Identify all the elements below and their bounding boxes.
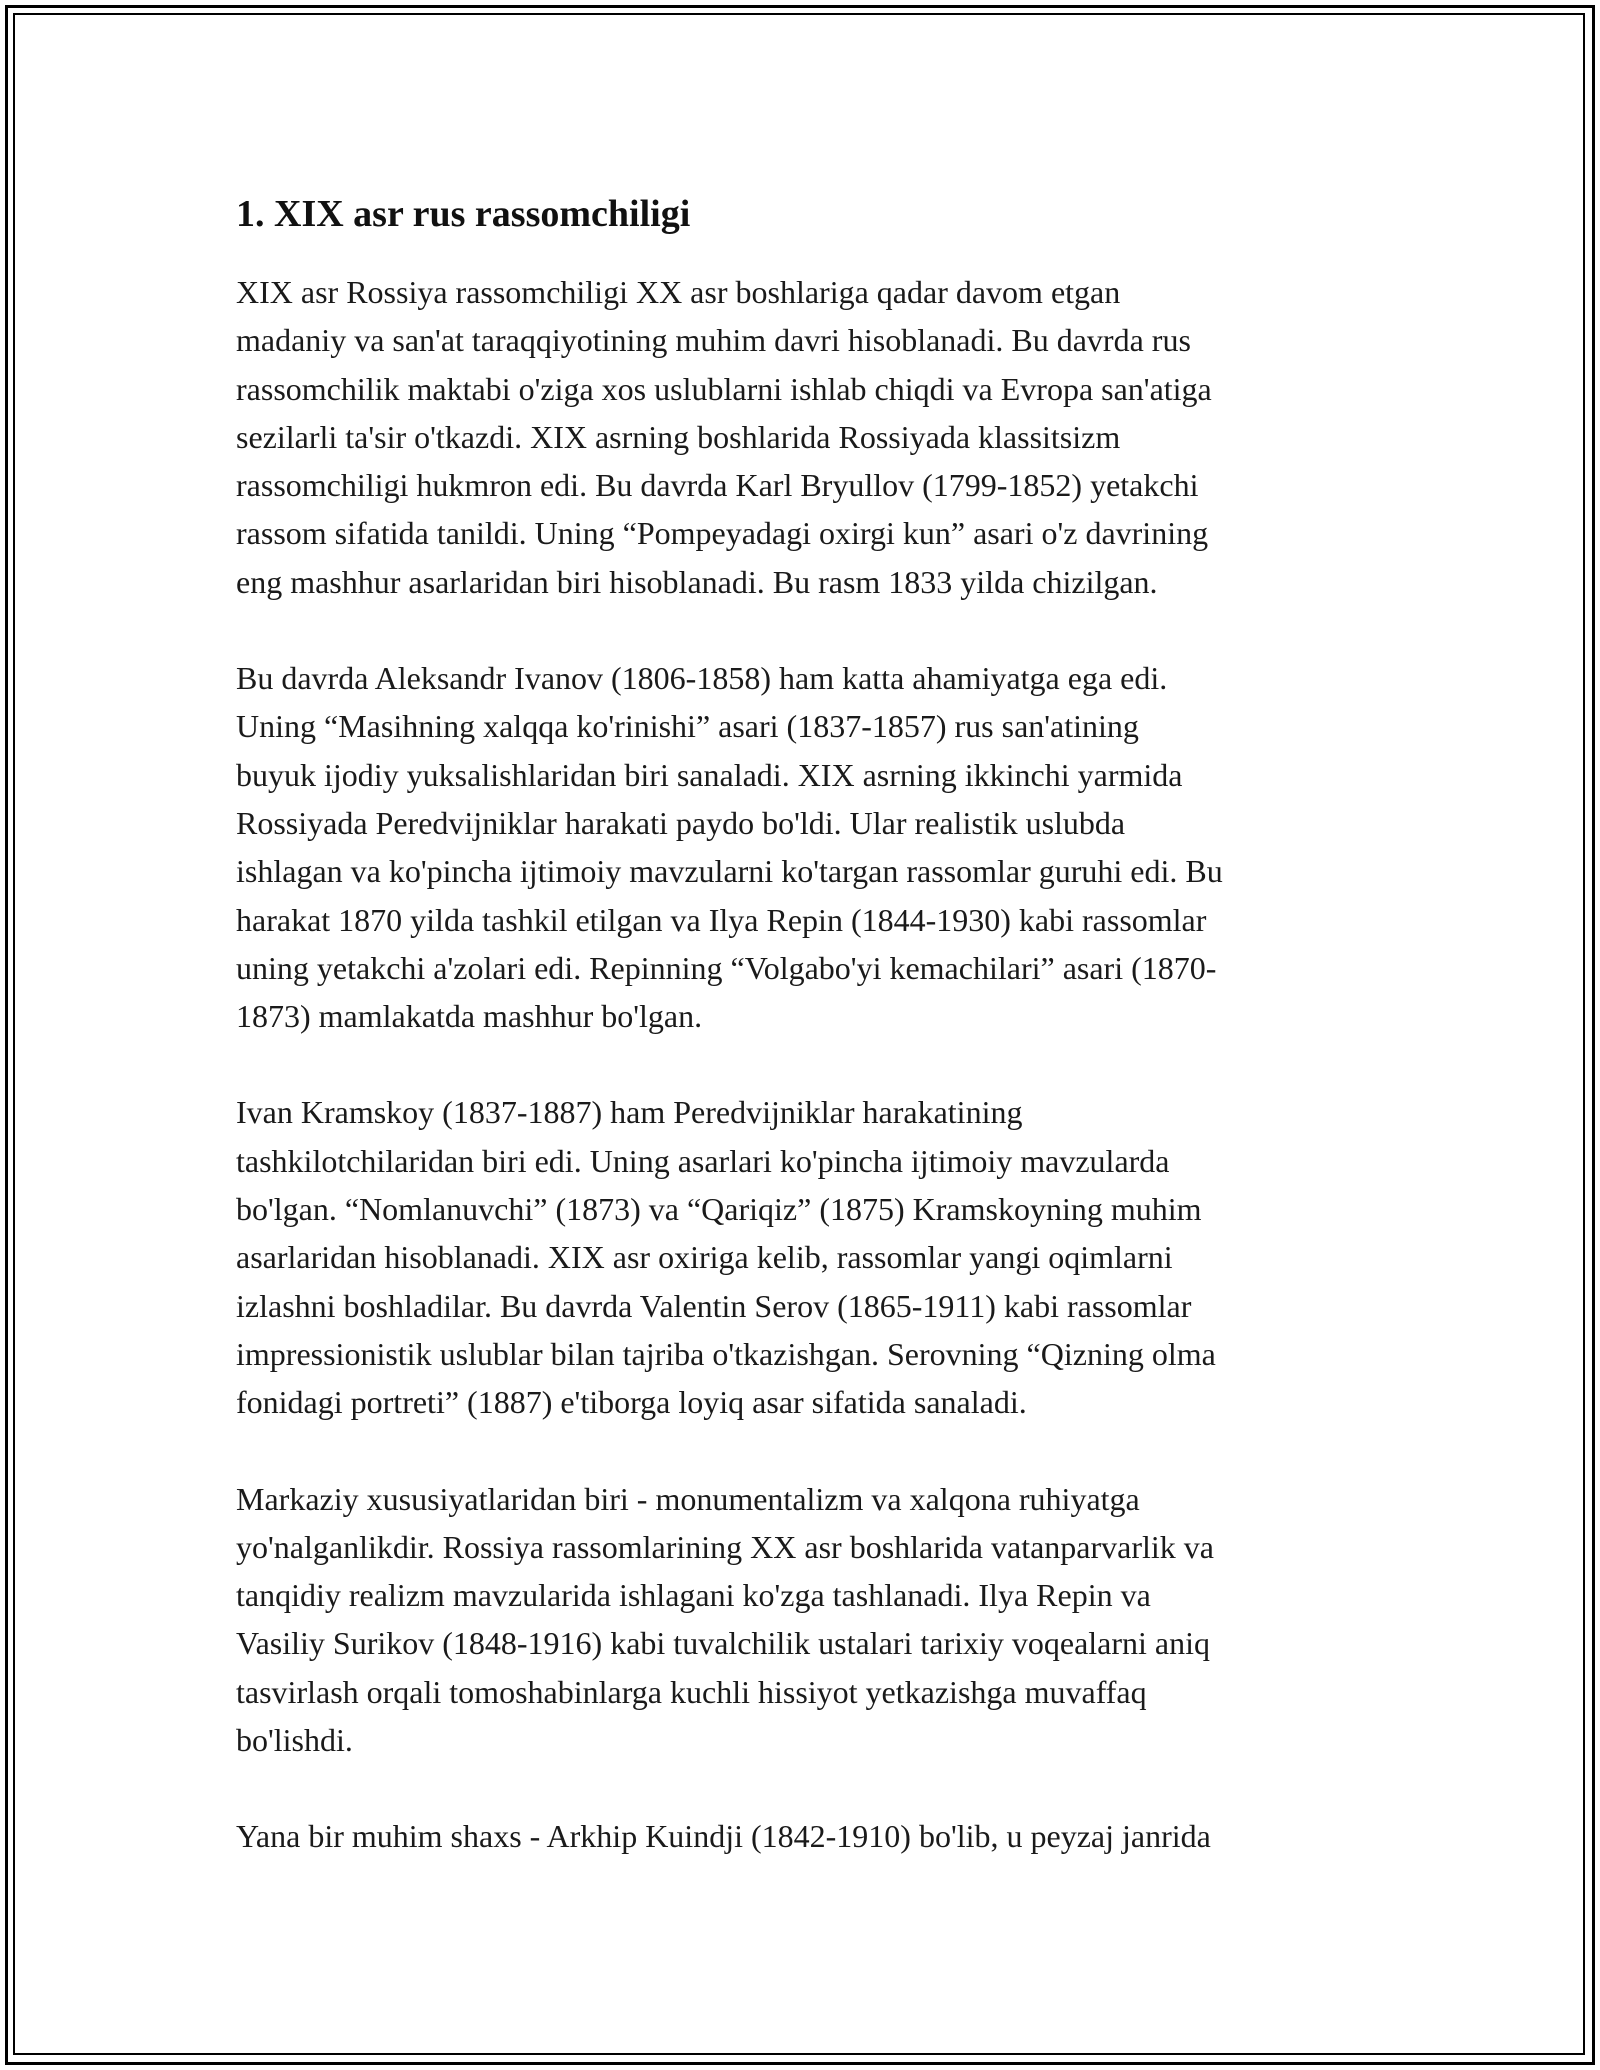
paragraph-4: Markaziy xususiyatlaridan biri - monumentalizm va xalqona ruhiyatga yo'nalganlikdir. Rossiya rassomlarining XX asr boshlarida vatanparvarlik va tanqidiy realizm mavzularida ishlagani ko'zga tashlanadi. Ilya Repin va Vasiliy Surikov (1848-1916) kabi tuvalchilik ustalari tarixiy voqealarni aniq tasvirlash orqali tomoshabinlarga kuchli hissiyot yetkazishga muvaffaq bo'lishdi. <box>236 1480 1214 1759</box>
paragraph-1: XIX asr Rossiya rassomchiligi XX asr boshlariga qadar davom etgan madaniy va san'at taraqqiyotining muhim davri hisoblanadi. Bu davrda rus rassomchilik maktabi o'ziga xos uslublarni ishlab chiqdi va Evropa san'atiga sezilarli ta'sir o'tkazdi. XIX asrning boshlarida Rossiyada klassitsizm rassomchiligi hukmron edi. Bu davrda Karl Bryullov (1799-1852) yetakchi rassom sifatida tanildi. Uning “Pompeyadagi oxirgi kun” asari o'z davrining eng mashhur asarlaridan biri hisoblanadi. Bu rasm 1833 yilda chizilgan. <box>236 274 1212 600</box>
paragraph-2: Bu davrda Aleksandr Ivanov (1806-1858) ham katta ahamiyatga ega edi. Uning “Masihning xalqqa ko'rinishi” asari (1837-1857) rus san'atining buyuk ijodiy yuksalishlaridan biri sanaladi. XIX asrning ikkinchi yarmida Rossiyada Peredvijniklar harakati paydo bo'ldi. Ular realistik uslubda ishlagan va ko'pincha ijtimoiy mavzularni ko'targan rassomlar guruhi edi. Bu harakat 1870 yilda tashkil etilgan va Ilya Repin (1844-1930) kabi rassomlar uning yetakchi a'zolari edi. Repinning “Volgabo'yi kemachilari” asari (1870- 1873) mamlakatda mashhur bo'lgan. <box>236 660 1223 1035</box>
document-body <box>236 186 1372 1909</box>
paragraph-5: Yana bir muhim shaxs - Arkhip Kuindji (1842-1910) bo'lib, u peyzaj janrida <box>236 1818 1211 1855</box>
section-heading: 1. XIX asr rus rassomchiligi <box>236 193 691 235</box>
paragraph-3: Ivan Kramskoy (1837-1887) ham Peredvijniklar harakatining tashkilotchilaridan biri edi. Uning asarlari ko'pincha ijtimoiy mavzularda bo'lgan. “Nomlanuvchi” (1873) va “Qariqiz” (1875) Kramskoyning muhim asarlaridan hisoblanadi. XIX asr oxiriga kelib, rassomlar yangi oqimlarni izlashni boshladilar. Bu davrda Valentin Serov (1865-1911) kabi rassomlar impressionistik uslublar bilan tajriba o'tkazishgan. Serovning “Qizning olma fonidagi portreti” (1887) e'tiborga loyiq asar sifatida sanaladi. <box>236 1094 1216 1421</box>
